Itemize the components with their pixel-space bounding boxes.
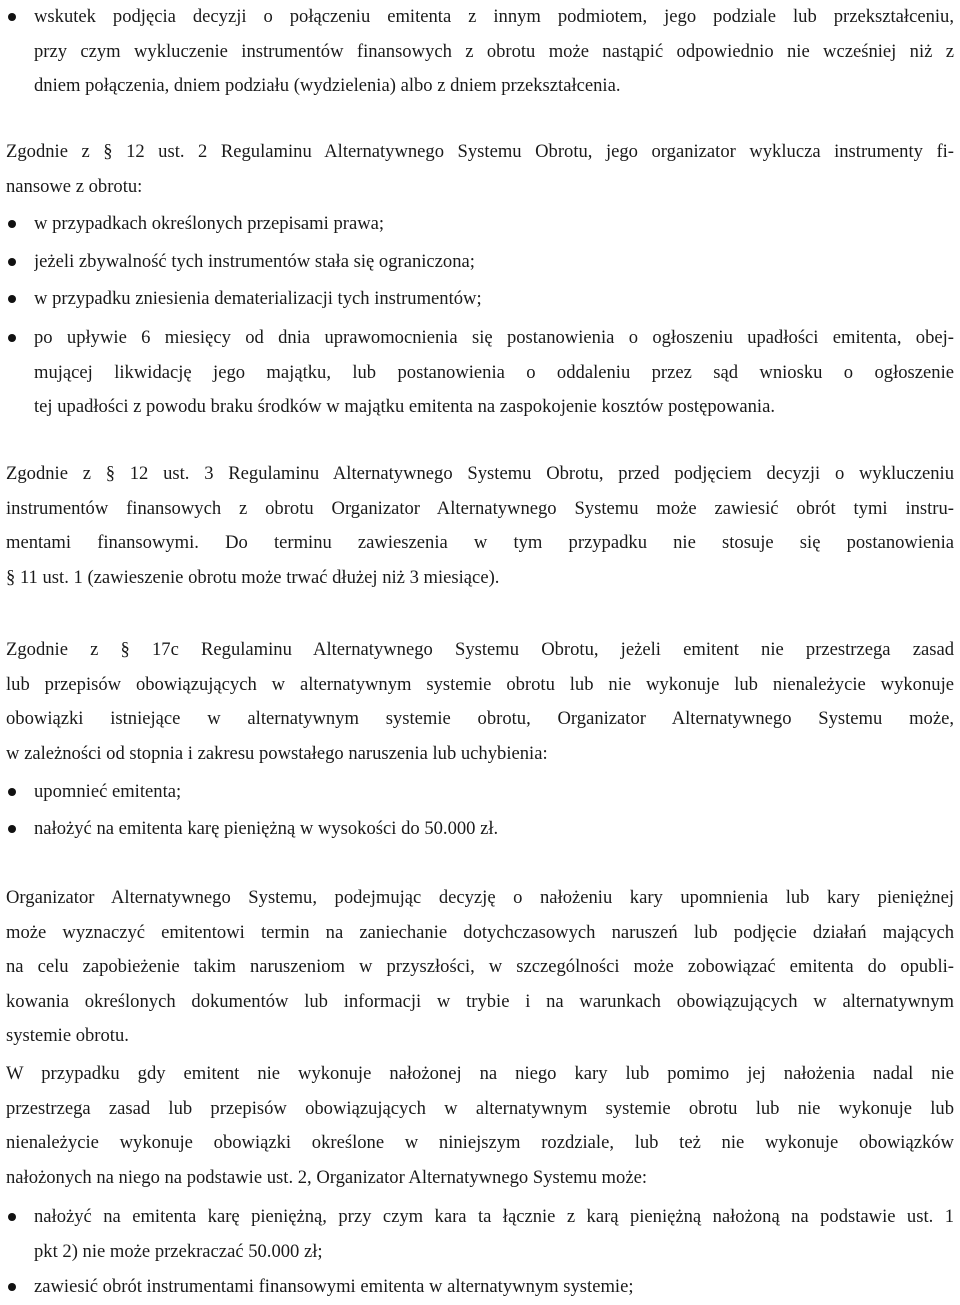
text-line: przy czym wykluczenie instrumentów finansowych z obrotu może nastąpić odpowiednio nie wcześniej niż z	[34, 40, 954, 62]
text-line: nansowe z obrotu:	[6, 175, 143, 197]
paragraph	[6, 633, 954, 771]
text-line: w przypadkach określonych przepisami prawa;	[34, 213, 385, 234]
text-line: może wyznaczyć emitentowi termin na zaniechanie dotychczasowych naruszeń lub podjęcie działań mających	[6, 921, 954, 943]
text-line: nienależycie wykonuje obowiązki określone w niniejszym rozdziale, lub też nie wykonuje obowiązków	[6, 1132, 954, 1153]
text-line: zawiesić obrót instrumentami finansowymi emitenta w alternatywnym systemie;	[34, 1276, 634, 1297]
bullet-icon	[8, 1213, 16, 1221]
bullet-icon	[8, 13, 16, 21]
text-line: § 11 ust. 1 (zawieszenie obrotu może trwać dłużej niż 3 miesiące).	[6, 566, 500, 588]
bullet-icon	[8, 295, 16, 303]
text-line: w przypadku zniesienia dematerializacji tych instrumentów;	[34, 288, 482, 309]
text-line: Zgodnie z § 12 ust. 3 Regulaminu Alternatywnego Systemu Obrotu, przed podjęciem decyzji o wykluczeniu	[6, 463, 954, 484]
text-line: Zgodnie z § 12 ust. 2 Regulaminu Alternatywnego Systemu Obrotu, jego organizator wyklucza instrumenty fi-	[6, 141, 954, 162]
text-line: lub przepisów obowiązujących w alternatywnym systemie obrotu lub nie wykonuje lub nienależycie wykonuje	[6, 673, 954, 695]
paragraph	[6, 881, 954, 1054]
text-line: tej upadłości z powodu braku środków w majątku emitenta na zaspokojenie kosztów postępowania.	[34, 396, 775, 417]
paragraph	[6, 457, 954, 595]
text-line: W przypadku gdy emitent nie wykonuje nałożonej na niego kary lub pomimo jej nałożenia nadal nie	[6, 1063, 954, 1084]
text-line: po upływie 6 miesięcy od dnia uprawomocnienia się postanowienia o ogłoszeniu upadłości emitenta, obej-	[34, 327, 954, 348]
text-line: na celu zapobieżenie takim naruszeniom w przyszłości, w szczególności może zobowiązać emitenta do opubli-	[6, 956, 954, 977]
text-line: instrumentów finansowych z obrotu Organizator Alternatywnego Systemu może zawiesić obrót tymi instru-	[6, 497, 954, 519]
text-line: mentami finansowymi. Do terminu zawieszenia w tym przypadku nie stosuje się postanowienia	[6, 532, 954, 553]
text-line: dniem połączenia, dniem podziału (wydzielenia) albo z dniem przekształcenia.	[34, 75, 621, 96]
text-line: Zgodnie z § 17c Regulaminu Alternatywnego Systemu Obrotu, jeżeli emitent nie przestrzega zasad	[6, 639, 954, 660]
bullet-icon	[8, 788, 16, 796]
text-line: nałożyć na emitenta karę pieniężną, przy czym kara ta łącznie z karą pieniężną nałożoną na podstawie ust. 1	[34, 1206, 954, 1227]
text-line: Organizator Alternatywnego Systemu, podejmując decyzję o nałożeniu kary upomnienia lub kary pieniężnej	[6, 887, 954, 908]
text-line: jeżeli zbywalność tych instrumentów stała się ograniczona;	[34, 251, 475, 272]
text-line: przestrzega zasad lub przepisów obowiązujących w alternatywnym systemie obrotu lub nie wykonuje lub	[6, 1097, 954, 1119]
text-line: systemie obrotu.	[6, 1025, 129, 1046]
text-line: kowania określonych dokumentów lub informacji w trybie i na warunkach obowiązujących w alternatywnym	[6, 990, 954, 1012]
bullet-icon	[8, 825, 16, 833]
bullet-icon	[8, 334, 16, 342]
bullet-icon	[8, 220, 16, 228]
bullet-icon	[8, 258, 16, 266]
text-line: pkt 2) nie może przekraczać 50.000 zł;	[34, 1240, 323, 1262]
text-line: upomnieć emitenta;	[34, 781, 182, 802]
paragraph	[6, 135, 954, 204]
paragraph	[6, 1057, 954, 1195]
text-line: wskutek podjęcia decyzji o połączeniu emitenta z innym podmiotem, jego podziale lub przekształceniu,	[34, 6, 954, 27]
text-line: nałożonych na niego na podstawie ust. 2, Organizator Alternatywnego Systemu może:	[6, 1166, 647, 1188]
text-line: mującej likwidację jego majątku, lub postanowienia o oddaleniu przez sąd wniosku o ogłoszenie	[34, 361, 954, 383]
text-line: nałożyć na emitenta karę pieniężną w wysokości do 50.000 zł.	[34, 818, 499, 839]
text-line: obowiązki istniejące w alternatywnym systemie obrotu, Organizator Alternatywnego Systemu może,	[6, 708, 954, 729]
bullet-icon	[8, 1283, 16, 1291]
text-line: w zależności od stopnia i zakresu powstałego naruszenia lub uchybienia:	[6, 742, 548, 764]
